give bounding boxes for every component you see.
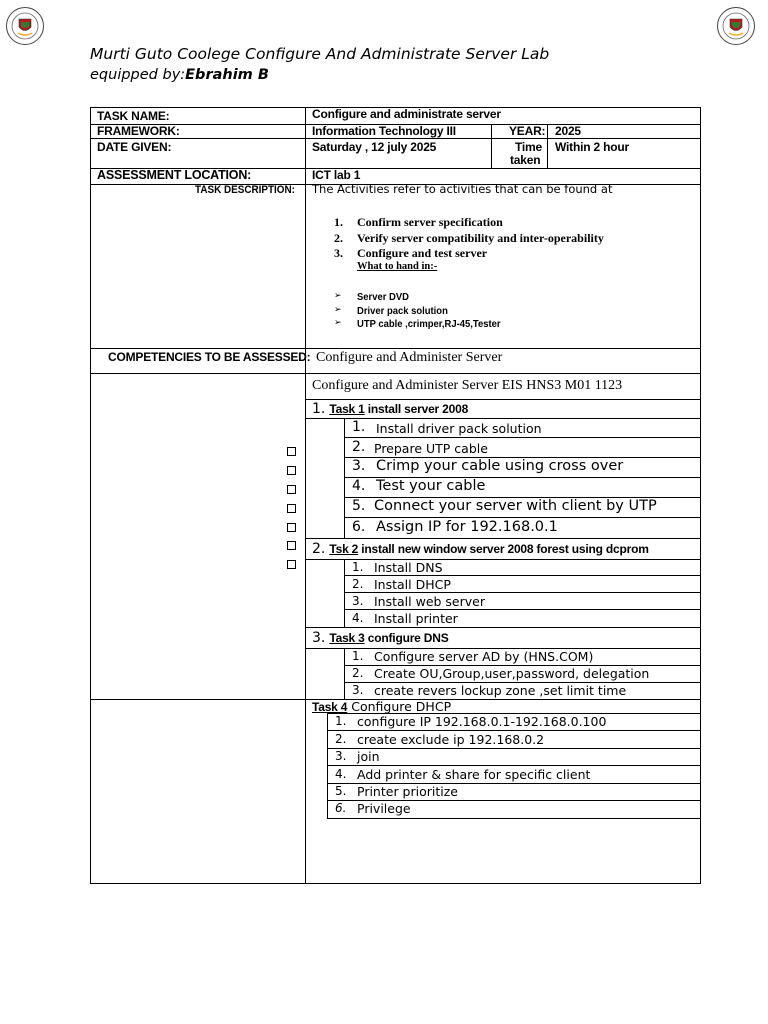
task-1-item-6-num: 6.: [352, 519, 366, 535]
task-2-label: Tsk 2: [329, 542, 359, 556]
task-3-num: 3.: [312, 630, 326, 646]
task-1-label: Task 1: [329, 402, 365, 416]
task-description-intro: The Activities refer to activities that can be found at: [312, 182, 613, 196]
task-3-item-2-text: Create OU,Group,user,password, delegation: [374, 666, 650, 681]
arrow-bullet-icon: ➢: [334, 291, 342, 301]
checkbox[interactable]: [287, 466, 296, 475]
task-4-item-4-text: Add printer & share for specific client: [357, 767, 591, 782]
framework-label: FRAMEWORK:: [97, 124, 180, 138]
what-to-hand-in-label: What to hand in:-: [357, 261, 438, 272]
task-3-title: configure DNS: [364, 631, 449, 645]
task-3-item-1-num: 1.: [352, 649, 364, 663]
task-1-item-4-num: 4.: [352, 478, 366, 494]
task-4-item-6-num: 6.: [335, 801, 347, 815]
hand-in-item-3: UTP cable ,crimper,RJ-45,Tester: [357, 318, 501, 330]
unit-code: Configure and Administer Server EIS HNS3 M01 1123: [312, 378, 623, 393]
task-4-item-6-text: Privilege: [357, 801, 411, 816]
date-given-value: Saturday , 12 july 2025: [312, 140, 437, 154]
task-3-heading: [312, 629, 449, 647]
task-4-item-3-num: 3.: [335, 749, 347, 763]
activity-3-num: 3.: [334, 246, 343, 260]
time-taken-label-1: Time: [515, 140, 542, 154]
task-1-item-2-text: Prepare UTP cable: [374, 441, 488, 456]
activity-2-text: Verify server compatibility and inter-operability: [357, 231, 604, 245]
task-2-title: install new window server 2008 forest using dcprom: [358, 542, 649, 556]
year-value: 2025: [555, 124, 581, 138]
task-2-item-4-text: Install printer: [374, 611, 458, 626]
task-1-item-3-text: Crimp your cable using cross over: [376, 458, 624, 474]
assessment-location-value: ICT lab 1: [312, 168, 361, 182]
task-3-label: Task 3: [329, 631, 365, 645]
hand-in-item-1: Server DVD: [357, 291, 410, 303]
task-3-item-1-text: Configure server AD by (HNS.COM): [374, 649, 594, 664]
task-1-title: install server 2008: [364, 402, 469, 416]
task-2-item-1-num: 1.: [352, 560, 364, 574]
document-title: Murti Guto Coolege Configure And Administrate Server Lab: [90, 45, 550, 63]
task-4-item-2-text: create exclude ip 192.168.0.2: [357, 732, 545, 747]
task-4-item-1-num: 1.: [335, 714, 347, 728]
task-3-item-2-num: 2.: [352, 666, 364, 680]
checkbox[interactable]: [287, 541, 296, 550]
activity-1-num: 1.: [334, 215, 343, 229]
task-3-item-3-text: create revers lockup zone ,set limit time: [374, 683, 627, 698]
hand-in-item-2: Driver pack solution: [357, 305, 448, 317]
time-taken-label-2: taken: [510, 153, 541, 167]
task-1-item-1-num: 1.: [352, 419, 366, 435]
college-logo-right: [716, 6, 756, 46]
time-taken-value: Within 2 hour: [555, 140, 629, 154]
arrow-bullet-icon: ➢: [334, 318, 342, 328]
activity-2-num: 2.: [334, 231, 343, 245]
framework-value: Information Technology III: [312, 124, 456, 138]
task-4-item-2-num: 2.: [335, 732, 347, 746]
year-label: YEAR:: [509, 124, 546, 138]
task-4-item-3-text: join: [357, 749, 380, 764]
date-given-label: DATE GIVEN:: [97, 140, 172, 154]
task-1-num: 1.: [312, 401, 326, 417]
task-2-item-2-num: 2.: [352, 577, 364, 591]
college-logo-left: [5, 6, 45, 46]
task-2-item-4-num: 4.: [352, 611, 364, 625]
task-2-heading: [312, 540, 649, 558]
task-4-title: Configure DHCP: [347, 699, 452, 714]
task-4-item-4-num: 4.: [335, 767, 347, 781]
task-name-label: TASK NAME:: [97, 109, 170, 123]
activity-1-text: Confirm server specification: [357, 215, 503, 229]
checkbox[interactable]: [287, 523, 296, 532]
task-name-value: Configure and administrate server: [312, 107, 501, 121]
task-2-item-3-num: 3.: [352, 594, 364, 608]
task-description-label: TASK DESCRIPTION:: [195, 184, 295, 196]
task-2-item-2-text: Install DHCP: [374, 577, 451, 592]
competencies-value: Configure and Administer Server: [316, 350, 503, 365]
task-1-item-3-num: 3.: [352, 458, 366, 474]
task-2-item-1-text: Install DNS: [374, 560, 443, 575]
task-2-item-3-text: Install web server: [374, 594, 485, 609]
arrow-bullet-icon: ➢: [334, 305, 342, 315]
task-4-item-5-num: 5.: [335, 784, 347, 798]
task-1-item-5-num: 5.: [352, 498, 366, 514]
checkbox[interactable]: [287, 560, 296, 569]
task-1-item-5-text: Connect your server with client by UTP: [374, 498, 657, 514]
task-1-item-6-text: Assign IP for 192.168.0.1: [376, 519, 558, 535]
task-4-label: Task 4: [312, 700, 348, 714]
task-1-item-1-text: Install driver pack solution: [376, 421, 542, 436]
task-1-item-4-text: Test your cable: [376, 478, 486, 494]
task-1-heading: [312, 400, 468, 418]
assessment-location-label: ASSESSMENT LOCATION:: [97, 168, 252, 182]
checkbox[interactable]: [287, 504, 296, 513]
checkbox[interactable]: [287, 485, 296, 494]
competencies-label: COMPETENCIES TO BE ASSESSED:: [108, 350, 311, 364]
equipped-by-name: Ebrahim B: [185, 67, 269, 83]
task-1-item-2-num: 2.: [352, 439, 366, 455]
checkbox[interactable]: [287, 447, 296, 456]
task-4-item-5-text: Printer prioritize: [357, 784, 458, 799]
equipped-by: [90, 67, 269, 83]
activity-3-text: Configure and test server: [357, 246, 488, 260]
task-2-num: 2.: [312, 541, 326, 557]
task-3-item-3-num: 3.: [352, 683, 364, 697]
task-4-item-1-text: configure IP 192.168.0.1-192.168.0.100: [357, 714, 607, 729]
equipped-by-prefix: equipped by:: [90, 67, 186, 83]
